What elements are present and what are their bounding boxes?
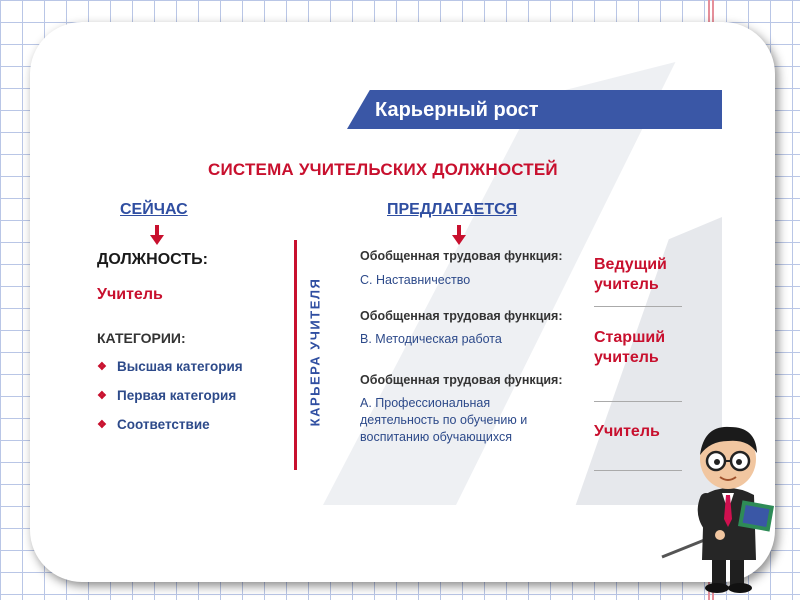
function-value: А. Профессиональная деятельность по обучению и воспитанию обучающихся — [360, 396, 528, 444]
category-label: Первая категория — [117, 388, 237, 403]
page-title: СИСТЕМА УЧИТЕЛЬСКИХ ДОЛЖНОСТЕЙ — [208, 160, 558, 179]
career-label: КАРЬЕРА УЧИТЕЛЯ — [307, 277, 323, 427]
list-item — [97, 359, 243, 388]
position-value: Учитель — [97, 286, 163, 303]
now-heading: СЕЙЧАС — [120, 201, 188, 218]
function-heading: Обобщенная трудовая функция: — [360, 249, 563, 263]
position-label: ДОЛЖНОСТЬ: — [97, 251, 208, 268]
category-label: Высшая категория — [117, 359, 243, 374]
banner-title: Карьерный рост — [375, 99, 539, 121]
function-value: В. Методическая работа — [360, 332, 502, 346]
arrow-down-icon — [150, 225, 164, 245]
separator — [594, 401, 682, 402]
position-title: Учитель — [594, 423, 660, 440]
categories-label: КАТЕГОРИИ: — [97, 330, 186, 346]
diamond-bullet-icon: ❖ — [97, 390, 107, 402]
separator — [594, 306, 682, 307]
arrow-down-icon — [452, 225, 466, 245]
slide-content — [57, 62, 722, 505]
divider — [294, 240, 297, 470]
position-title: Ведущий учитель — [594, 256, 667, 293]
category-label: Соответствие — [117, 417, 210, 432]
proposed-heading: ПРЕДЛАГАЕТСЯ — [387, 201, 518, 218]
position-title: Старший учитель — [594, 329, 666, 366]
list-item — [97, 388, 243, 417]
categories-list — [97, 359, 243, 446]
function-heading: Обобщенная трудовая функция: — [360, 309, 563, 323]
teacher-illustration — [660, 415, 780, 595]
diamond-bullet-icon: ❖ — [97, 419, 107, 431]
diamond-bullet-icon: ❖ — [97, 361, 107, 373]
function-value: С. Наставничество — [360, 273, 471, 287]
function-heading: Обобщенная трудовая функция: — [360, 373, 563, 387]
list-item — [97, 417, 243, 446]
